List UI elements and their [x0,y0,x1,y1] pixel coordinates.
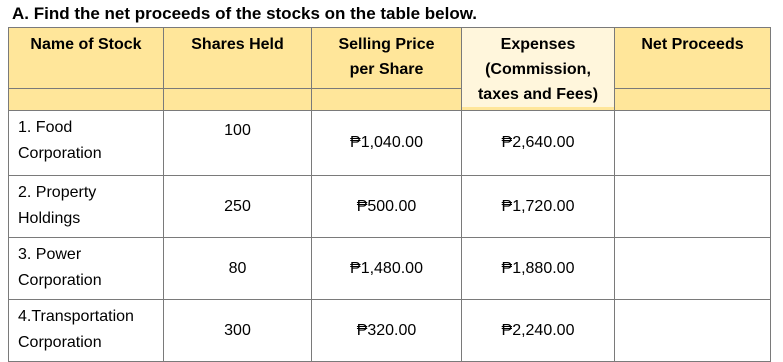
stock-name-line2: Corporation [18,334,102,351]
stock-name-line2: Corporation [18,145,102,162]
expenses-cell: ₱1,720.00 [462,176,615,238]
header-name-of-stock: Name of Stock [9,28,164,89]
stock-name-line1: 1. Food [18,119,73,136]
header-spacer-cell [9,89,164,111]
shares-held-cell: 80 [164,238,312,300]
expenses-cell: ₱1,880.00 [462,238,615,300]
worksheet-heading: A. Find the net proceeds of the stocks on the table below. [12,4,478,23]
table-header-spacer-row [9,89,771,111]
header-spacer-cell [312,89,462,111]
net-proceeds-cell[interactable] [615,176,771,238]
header-spacer-cell [164,89,312,111]
stock-name-line2: Corporation [18,272,102,289]
stocks-table [8,27,771,362]
selling-price-cell: ₱320.00 [312,300,462,362]
shares-held-cell: 100 [164,111,312,176]
stock-name-line1: 2. Property [18,184,97,201]
header-selling-price [312,28,462,89]
net-proceeds-cell[interactable] [615,111,771,176]
header-expenses-line2: (Commission, [485,61,591,78]
header-selling-price-line2: per Share [349,61,424,78]
header-expenses-line3: taxes and Fees) [477,86,599,103]
table-row [9,111,771,176]
stock-name-line1: 4.Transportation [18,308,134,325]
table-row [9,176,771,238]
stock-name-line2: Holdings [18,210,81,227]
selling-price-cell: ₱1,040.00 [312,111,462,176]
stock-name-cell [9,238,164,300]
stock-name-cell [9,111,164,176]
selling-price-cell: ₱1,480.00 [312,238,462,300]
shares-held-cell: 250 [164,176,312,238]
stock-name-cell [9,176,164,238]
selling-price-cell: ₱500.00 [312,176,462,238]
header-spacer-cell [615,89,771,111]
net-proceeds-cell[interactable] [615,238,771,300]
stock-name-cell [9,300,164,362]
expenses-cell: ₱2,640.00 [462,111,615,176]
header-selling-price-line1: Selling Price [338,36,435,53]
header-shares-held: Shares Held [164,28,312,89]
table-row [9,238,771,300]
shares-held-cell: 300 [164,300,312,362]
header-net-proceeds: Net Proceeds [615,28,771,89]
table-header-row [9,28,771,89]
table-row [9,300,771,362]
header-expenses [462,28,615,111]
net-proceeds-cell[interactable] [615,300,771,362]
header-expenses-line1: Expenses [500,36,576,53]
stock-name-line1: 3. Power [18,246,82,263]
expenses-cell: ₱2,240.00 [462,300,615,362]
